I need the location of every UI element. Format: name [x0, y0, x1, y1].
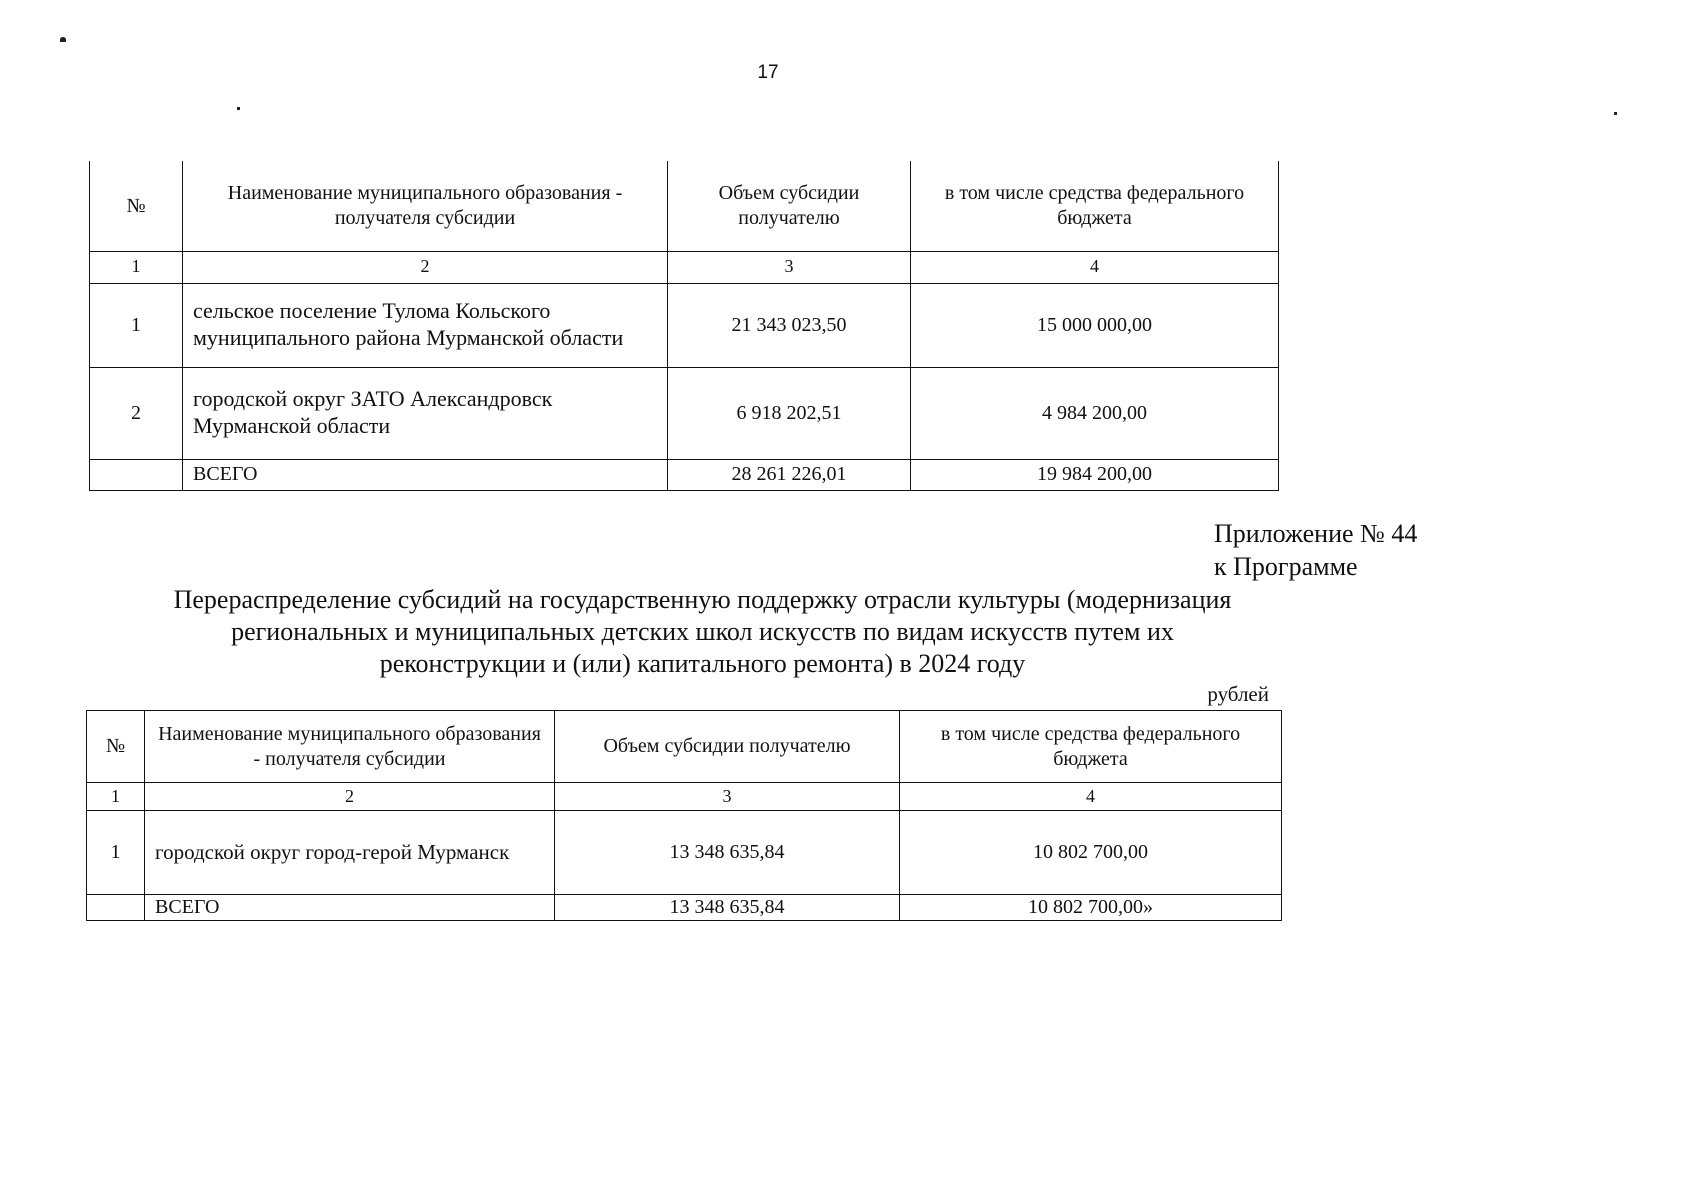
federal-funds: 10 802 700,00	[900, 811, 1282, 895]
header-municipality: Наименование муниципального образования - получателя субсидии	[183, 161, 668, 251]
total-federal: 10 802 700,00»	[900, 895, 1282, 921]
municipality-name: городской округ город-герой Мурманск	[145, 811, 555, 895]
column-number: 2	[145, 783, 555, 811]
scan-mark	[60, 37, 66, 42]
scan-mark	[1614, 112, 1617, 115]
row-number: 1	[90, 283, 183, 367]
municipality-name: сельское поселение Тулома Кольского муниципального района Мурманской области	[183, 283, 668, 367]
total-volume: 13 348 635,84	[555, 895, 900, 921]
header-number: №	[87, 711, 145, 783]
total-row	[87, 895, 1282, 921]
title-line: Перераспределение субсидий на государственную поддержку отрасли культуры (модернизация	[173, 585, 1232, 614]
header-federal-funds: в том числе средства федерального бюджета	[911, 161, 1279, 251]
column-number: 2	[183, 251, 668, 283]
header-subsidy-volume: Объем субсидии получателю	[668, 161, 911, 251]
subsidy-volume: 21 343 023,50	[668, 283, 911, 367]
column-number: 4	[911, 251, 1279, 283]
title-line: реконструкции и (или) капитального ремонта) в 2024 году	[379, 649, 1026, 678]
total-label: ВСЕГО	[145, 895, 555, 921]
column-number-row	[87, 783, 1282, 811]
table-row	[87, 811, 1282, 895]
document-title	[90, 584, 1315, 680]
header-number: №	[90, 161, 183, 251]
column-number: 3	[668, 251, 911, 283]
appendix-number: Приложение № 44	[1214, 519, 1418, 548]
total-row	[90, 459, 1279, 490]
header-municipality: Наименование муниципального образования - получателя субсидии	[145, 711, 555, 783]
header-subsidy-volume: Объем субсидии получателю	[555, 711, 900, 783]
table-row	[90, 283, 1279, 367]
federal-funds: 4 984 200,00	[911, 367, 1279, 459]
table-header-row	[87, 711, 1282, 783]
appendix-label	[1214, 517, 1417, 583]
total-label: ВСЕГО	[183, 459, 668, 490]
subsidy-volume: 6 918 202,51	[668, 367, 911, 459]
municipality-name: городской округ ЗАТО Александровск Мурманской области	[183, 367, 668, 459]
header-federal-funds: в том числе средства федерального бюджета	[900, 711, 1282, 783]
subsidy-table-2	[86, 710, 1282, 921]
row-number: 1	[87, 811, 145, 895]
column-number-row	[90, 251, 1279, 283]
total-empty-cell	[90, 459, 183, 490]
subsidy-table-1	[89, 161, 1279, 491]
total-federal: 19 984 200,00	[911, 459, 1279, 490]
row-number: 2	[90, 367, 183, 459]
appendix-program: к Программе	[1214, 552, 1358, 581]
subsidy-volume: 13 348 635,84	[555, 811, 900, 895]
column-number: 4	[900, 783, 1282, 811]
scan-mark	[237, 107, 240, 110]
column-number: 1	[90, 251, 183, 283]
federal-funds: 15 000 000,00	[911, 283, 1279, 367]
unit-label: рублей	[1207, 682, 1269, 706]
total-empty-cell	[87, 895, 145, 921]
column-number: 3	[555, 783, 900, 811]
column-number: 1	[87, 783, 145, 811]
total-volume: 28 261 226,01	[668, 459, 911, 490]
table-row	[90, 367, 1279, 459]
table-header-row	[90, 161, 1279, 251]
title-line: региональных и муниципальных детских школ искусств по видам искусств путем их	[231, 617, 1174, 646]
page-number: 17	[757, 62, 779, 83]
